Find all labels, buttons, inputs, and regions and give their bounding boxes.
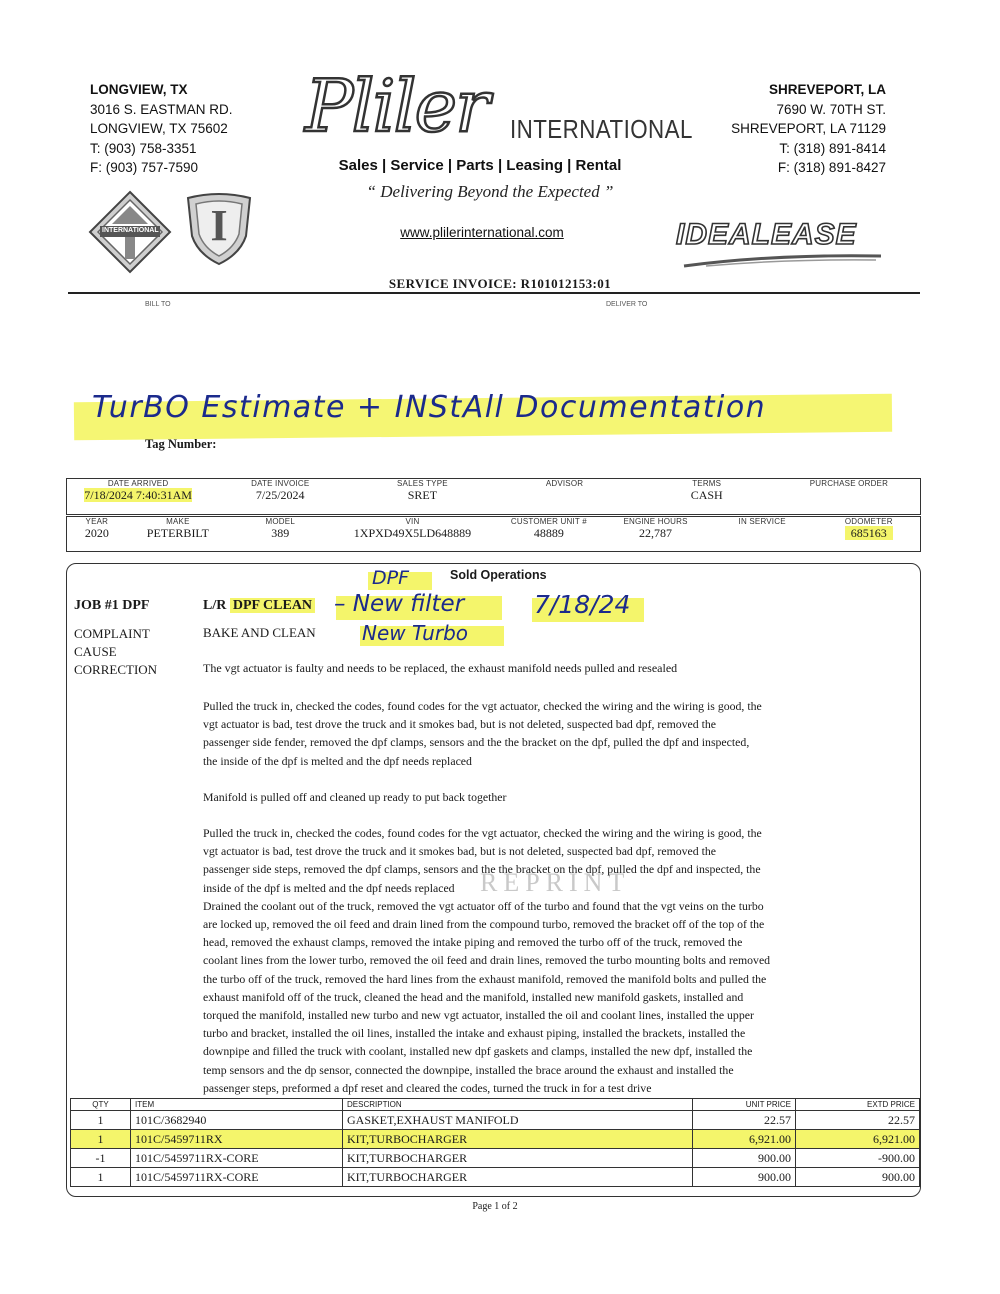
- correction-label: CORRECTION: [74, 662, 158, 677]
- row-description: KIT,TURBOCHARGER: [343, 1149, 693, 1168]
- row-unit-price: 900.00: [693, 1149, 796, 1168]
- shreveport-city-state-zip: SHREVEPORT, LA 71129: [731, 121, 886, 136]
- cause-label: CAUSE: [74, 644, 117, 659]
- para3-line: torqued the manifold, installed new turbo and new vgt actuator, installed the oil and coolant lines, installed the upper: [203, 1008, 754, 1023]
- tag-number-label: Tag Number:: [145, 437, 217, 451]
- para3-line: temp sensors and the dp sensor, connected the downpipe, installed the brace around the exhaust and installed the: [203, 1062, 734, 1077]
- operation-name: DPF CLEAN: [230, 598, 315, 613]
- para1-line: vgt actuator is bad, test drove the truck and it smokes bad, but is not deleted, suspected bad dpf, removed the: [203, 717, 717, 732]
- col-qty: QTY: [71, 1099, 131, 1111]
- val-vin: 1XPXD49X5LD648889: [353, 526, 472, 540]
- val-date-invoice: 7/25/2024: [255, 488, 305, 502]
- hdr-year: YEAR: [85, 517, 109, 526]
- handwritten-heading: TurBO Estimate + INStAll Documentation: [92, 390, 767, 425]
- val-date-arrived: 7/18/2024 7:40:31AM: [84, 488, 192, 502]
- hdr-purchase-order: PURCHASE ORDER: [809, 479, 889, 488]
- val-odometer: 685163: [845, 526, 893, 540]
- val-advisor: [493, 488, 635, 503]
- para3-line: the turbo off of the truck, removed the hard lines from the exhaust manifold, removed the manifold bolts and pulled the: [203, 971, 767, 986]
- idealease-logo: [676, 218, 886, 270]
- page-number: Page 1 of 2: [472, 1201, 518, 1212]
- para3-line: are locked up, removed the oil feed and drain lined from the compound turbo, removed the bracket off of the top of the: [203, 917, 765, 932]
- val-purchase-order: [778, 488, 920, 503]
- row-qty: 1: [71, 1168, 131, 1187]
- hdr-make: MAKE: [166, 517, 190, 526]
- job-label: JOB #1 DPF: [74, 598, 150, 613]
- row-qty: 1: [71, 1130, 131, 1149]
- row-unit-price: 6,921.00: [693, 1130, 796, 1149]
- operation-title: [203, 598, 315, 614]
- bill-to-label: BILL TO: [145, 301, 171, 308]
- longview-phone: T: (903) 758-3351: [90, 140, 197, 156]
- para3-line: Drained the coolant out of the truck, removed the vgt actuator off of the turbo and found that the vgt veins on the turbo: [203, 898, 764, 913]
- val-make: PETERBILT: [146, 526, 209, 540]
- table-row: [71, 1168, 920, 1187]
- hdr-in-service: IN SERVICE: [738, 517, 786, 526]
- complaint-label: COMPLAINT: [74, 626, 150, 641]
- handwritten-new-turbo: New Turbo: [362, 621, 469, 645]
- val-model: 389: [271, 526, 290, 540]
- row-extd-price: 22.57: [796, 1111, 920, 1130]
- row-description: KIT,TURBOCHARGER: [343, 1130, 693, 1149]
- row-extd-price: 6,921.00: [796, 1130, 920, 1149]
- row-qty: 1: [71, 1111, 131, 1130]
- correction-paragraph-2: Manifold is pulled off and cleaned up ready to put back together: [203, 790, 507, 804]
- col-description: DESCRIPTION: [343, 1099, 693, 1111]
- para3-line: exhaust manifold off of the truck, cleaned the head and the manifold, installed new manifold gaskets, installed and: [203, 989, 744, 1004]
- para3-line: passenger steps, preformed a dpf reset and cleared the codes, turned the truck in for a test drive: [203, 1080, 652, 1095]
- para3-line: Pulled the truck in, checked the codes, found codes for the vgt actuator, checked the wiring and the wiring is good, the: [203, 826, 762, 840]
- handwritten-new-filter: – New filter: [334, 591, 465, 617]
- para3-line: downpipe and filled the truck with coolant, installed new dpf gaskets and clamps, installed the new dpf, installed the: [203, 1044, 753, 1059]
- shreveport-street: 7690 W. 70TH ST.: [776, 101, 886, 117]
- sold-operations-title: Sold Operations: [450, 568, 547, 582]
- shreveport-fax: F: (318) 891-8427: [777, 160, 886, 175]
- table-row: [71, 1111, 920, 1130]
- website-link[interactable]: www.plilerinternational.com: [400, 225, 564, 240]
- hdr-terms: TERMS: [692, 479, 722, 488]
- hdr-customer-unit: CUSTOMER UNIT #: [510, 517, 587, 526]
- correction-paragraph-3: [203, 824, 853, 1097]
- parts-header-row: [71, 1099, 920, 1111]
- services-line: Sales | Service | Parts | Leasing | Rental: [338, 157, 622, 174]
- hdr-vin: VIN: [405, 517, 420, 526]
- row-item: 101C/3682940: [131, 1111, 343, 1130]
- deliver-to-label: DELIVER TO: [606, 301, 648, 308]
- longview-address: [90, 80, 233, 178]
- row-qty: -1: [71, 1149, 131, 1168]
- para3-line: vgt actuator is bad, test drove the truck and it smokes bad, but is not deleted, suspected bad dpf, removed the: [203, 844, 717, 859]
- val-terms: CASH: [690, 488, 723, 502]
- row-item: 101C/5459711RX-CORE: [131, 1149, 343, 1168]
- para1-line: the inside of the dpf is melted and the dpf needs replaced: [203, 753, 472, 768]
- hdr-sales-type: SALES TYPE: [397, 479, 448, 488]
- parts-table: [70, 1098, 920, 1187]
- cause-text: The vgt actuator is faulty and needs to be replaced, the exhaust manifold needs pulled and resealed: [203, 661, 678, 675]
- row-description: GASKET,EXHAUST MANIFOLD: [343, 1111, 693, 1130]
- operation-prefix: L/R: [203, 598, 227, 613]
- para3-line: passenger side steps, removed the dpf clamps, sensors and the the bracket on the dpf, pulled the dpf and inspected, the: [203, 862, 761, 877]
- tagline: “ Delivering Beyond the Expected ”: [366, 182, 614, 201]
- val-in-service: [707, 526, 818, 541]
- i-shield-badge: [184, 192, 254, 266]
- row-unit-price: 22.57: [693, 1111, 796, 1130]
- para1-line: Pulled the truck in, checked the codes, found codes for the vgt actuator, checked the wiring and the wiring is good, the: [203, 699, 762, 713]
- hdr-engine-hours: ENGINE HOURS: [623, 517, 688, 526]
- col-item: ITEM: [131, 1099, 343, 1111]
- para3-line: head, removed the exhaust clamps, removed the intake piping and removed the turbo off of the truck, removed the: [203, 935, 743, 950]
- row-extd-price: 900.00: [796, 1168, 920, 1187]
- hdr-date-arrived: DATE ARRIVED: [107, 479, 169, 488]
- shreveport-title: SHREVEPORT, LA: [768, 82, 886, 97]
- table-row: [71, 1149, 920, 1168]
- hdr-date-invoice: DATE INVOICE: [251, 479, 310, 488]
- international-badge: [88, 190, 172, 274]
- row-unit-price: 900.00: [693, 1168, 796, 1187]
- pliler-logo: [305, 64, 705, 150]
- hdr-model: MODEL: [265, 517, 295, 526]
- handwritten-dpf: DPF: [372, 567, 410, 589]
- val-customer-unit: 48889: [533, 526, 564, 540]
- val-year: 2020: [84, 526, 109, 540]
- row-item: 101C/5459711RX-CORE: [131, 1168, 343, 1187]
- invoice-title: SERVICE INVOICE: R101012153:01: [388, 276, 612, 291]
- dates-box: [66, 478, 921, 515]
- val-sales-type: SRET: [407, 488, 438, 502]
- longview-title: LONGVIEW, TX: [90, 82, 188, 97]
- ccc-labels: [74, 625, 157, 679]
- shreveport-phone: T: (318) 891-8414: [779, 140, 886, 156]
- i-letter: I: [210, 201, 228, 250]
- val-engine-hours: 22,787: [639, 526, 673, 540]
- shreveport-address: [731, 80, 886, 178]
- col-extd-price: EXTD PRICE: [796, 1099, 920, 1111]
- longview-city-state-zip: LONGVIEW, TX 75602: [90, 121, 228, 136]
- header-divider: [68, 292, 920, 294]
- longview-street: 3016 S. EASTMAN RD.: [90, 101, 233, 117]
- para3-line: turbo and bracket, installed the oil lines, installed the intake and exhaust piping, installed the brackets, installed the: [203, 1026, 746, 1041]
- para3-line: coolant lines from the lower turbo, removed the oil feed and drain lines, removed the turbo mounting bolts and removed: [203, 953, 771, 968]
- vehicle-box: [66, 516, 921, 552]
- logo-script: Pliler: [305, 64, 488, 148]
- logo-word: INTERNATIONAL: [510, 114, 693, 144]
- longview-fax: F: (903) 757-7590: [90, 160, 199, 175]
- correction-paragraph-1: [203, 697, 853, 770]
- handwritten-date: 7/18/24: [534, 590, 631, 619]
- hdr-advisor: ADVISOR: [545, 479, 584, 488]
- row-description: KIT,TURBOCHARGER: [343, 1168, 693, 1187]
- row-item: 101C/5459711RX: [131, 1130, 343, 1149]
- idealease-text: IDEALEASE: [676, 218, 857, 251]
- table-row-highlighted: [71, 1130, 920, 1149]
- complaint-text: BAKE AND CLEAN: [203, 625, 316, 640]
- row-extd-price: -900.00: [796, 1149, 920, 1168]
- para3-line: inside of the dpf is melted and the dpf needs replaced: [203, 880, 455, 895]
- col-unit-price: UNIT PRICE: [693, 1099, 796, 1111]
- hdr-odometer: ODOMETER: [844, 517, 893, 526]
- para1-line: passenger side fender, removed the dpf clamps, sensors and the the bracket on the dpf, pulled the dpf and inspected,: [203, 735, 750, 750]
- international-badge-text: INTERNATIONAL: [102, 227, 159, 234]
- swoosh-icon: [676, 252, 886, 268]
- reprint-watermark: REPRINT: [480, 868, 631, 897]
